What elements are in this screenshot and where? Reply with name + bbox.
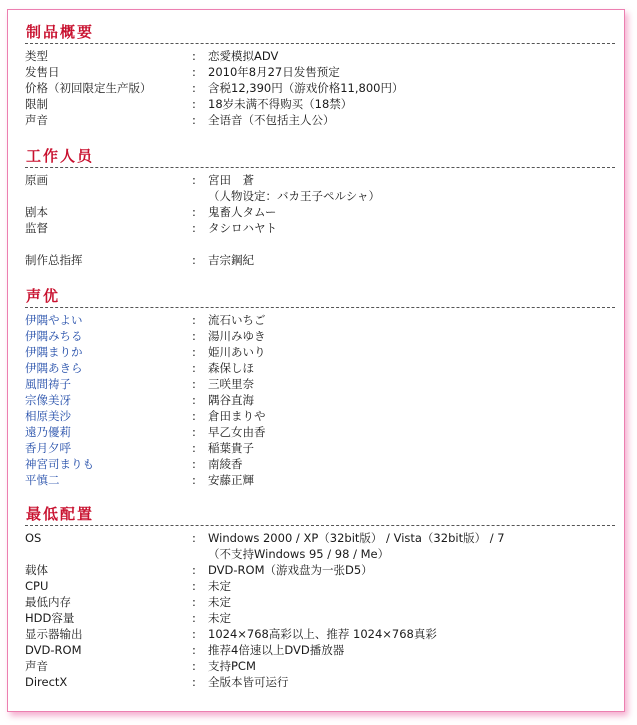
field-label: 声音: [25, 113, 48, 127]
field-label: 显示器输出: [25, 627, 83, 641]
field-value: （不支持Windows 95 / 98 / Me）: [208, 547, 390, 561]
requirements-title: 最低配置: [25, 503, 615, 526]
req-row-memory: 最低内存 : 未定: [25, 594, 615, 610]
field-label: 载体: [25, 563, 48, 577]
overview-row-release: 发售日 : 2010年8月27日发售预定: [25, 64, 615, 80]
field-label: HDD容量: [25, 611, 75, 625]
character-name: 伊隅あきら: [25, 361, 83, 375]
field-label: CPU: [25, 579, 49, 593]
field-value: 未定: [208, 595, 231, 609]
cast-row: 平慎二 : 安藤正輝: [25, 472, 615, 488]
field-label: 限制: [25, 97, 48, 111]
field-label: 制作总指挥: [25, 253, 83, 267]
field-label: DirectX: [25, 675, 68, 689]
cast-row: 宗像美冴 : 隅谷直海: [25, 392, 615, 408]
voice-actor: 三咲里奈: [208, 377, 254, 391]
req-row-hdd: HDD容量 : 未定: [25, 610, 615, 626]
field-value: 1024×768高彩以上、推荐 1024×768真彩: [208, 627, 437, 641]
cast-row: 神宮司まりも : 南綾香: [25, 456, 615, 472]
cast-row: 相原美沙 : 倉田まりや: [25, 408, 615, 424]
voice-actor: 森保しほ: [208, 361, 254, 375]
field-value: Windows 2000 / XP（32bit版） / Vista（32bit版） / 7: [208, 531, 505, 545]
req-row-dvd: DVD-ROM : 推荐4倍速以上DVD播放器: [25, 642, 615, 658]
voice-actor: 隅谷直海: [208, 393, 254, 407]
character-name: 遠乃優莉: [25, 425, 71, 439]
field-value: 全语音（不包括主人公）: [208, 113, 335, 127]
field-value: 2010年8月27日发售预定: [208, 65, 340, 79]
req-row-sound: 声音 : 支持PCM: [25, 658, 615, 674]
req-row-media: 载体 : DVD-ROM（游戏盘为一张D5）: [25, 562, 615, 578]
field-label: [25, 546, 192, 562]
cast-row: 伊隅あきら : 森保しほ: [25, 360, 615, 376]
cast-row: 伊隅やよい : 流石いちご: [25, 312, 615, 328]
cast-row: 遠乃優莉 : 早乙女由香: [25, 424, 615, 440]
character-name: 伊隅やよい: [25, 313, 83, 327]
spec-frame: [7, 9, 625, 712]
staff-row-producer: 制作总指挥 : 吉宗鋼紀: [25, 252, 615, 268]
req-row-cpu: CPU : 未定: [25, 578, 615, 594]
character-name: 伊隅みちる: [25, 329, 83, 343]
overview-section: [25, 21, 615, 128]
field-label: 最低内存: [25, 595, 71, 609]
staff-row-director: 监督 : タシロハヤト: [25, 220, 615, 236]
field-label: 声音: [25, 659, 48, 673]
character-name: 風間祷子: [25, 377, 71, 391]
staff-row-art: 原画 : 宮田 蒼: [25, 172, 615, 188]
field-value: 支持PCM: [208, 659, 256, 673]
cast-row: 伊隅みちる : 湯川みゆき: [25, 328, 615, 344]
field-label: 发售日: [25, 65, 60, 79]
field-value: 推荐4倍速以上DVD播放器: [208, 643, 345, 657]
overview-row-price: 价格（初回限定生产版） : 含税12,390円（游戏价格11,800円）: [25, 80, 615, 96]
voice-actor: 早乙女由香: [208, 425, 266, 439]
overview-row-voice: 声音 : 全语音（不包括主人公）: [25, 112, 615, 128]
character-name: 平慎二: [25, 473, 60, 487]
voice-actor: 湯川みゆき: [208, 329, 266, 343]
field-label: 剧本: [25, 205, 48, 219]
field-label: 价格（初回限定生产版）: [25, 81, 152, 95]
req-row-directx: DirectX : 全版本皆可运行: [25, 674, 615, 690]
field-value: 鬼畜人タムー: [208, 205, 277, 219]
req-row-display: 显示器输出 : 1024×768高彩以上、推荐 1024×768真彩: [25, 626, 615, 642]
character-name: 神宮司まりも: [25, 457, 94, 471]
character-name: 相原美沙: [25, 409, 71, 423]
field-label: 监督: [25, 221, 48, 235]
voice-actor: 南綾香: [208, 457, 243, 471]
character-name: 宗像美冴: [25, 393, 71, 407]
requirements-section: [25, 503, 615, 690]
field-value: 吉宗鋼紀: [208, 253, 254, 267]
field-value: タシロハヤト: [208, 221, 277, 235]
field-value: 含税12,390円（游戏价格11,800円）: [208, 81, 404, 95]
field-label: OS: [25, 531, 42, 545]
field-value: 恋愛模拟ADV: [208, 49, 279, 63]
staff-title: 工作人员: [25, 145, 615, 168]
staff-row-script: 剧本 : 鬼畜人タムー: [25, 204, 615, 220]
character-name: 香月夕呼: [25, 441, 71, 455]
cast-section: [25, 285, 615, 488]
cast-row: 香月夕呼 : 稲葉貴子: [25, 440, 615, 456]
field-value: 未定: [208, 579, 231, 593]
voice-actor: 姫川あいり: [208, 345, 266, 359]
cast-row: 伊隅まりか : 姫川あいり: [25, 344, 615, 360]
field-value: （人物设定：バカ王子ペルシャ）: [208, 189, 380, 203]
field-value: DVD-ROM（游戏盘为一张D5）: [208, 563, 373, 577]
cast-row: 風間祷子 : 三咲里奈: [25, 376, 615, 392]
cast-title: 声优: [25, 285, 615, 308]
req-row-os: OS : Windows 2000 / XP（32bit版） / Vista（32bit版） / 7: [25, 530, 615, 546]
overview-title: 制品概要: [25, 21, 615, 44]
req-row-os-note: [25, 546, 615, 562]
field-value: 未定: [208, 611, 231, 625]
staff-section: [25, 145, 615, 268]
overview-row-genre: 类型 : 恋愛模拟ADV: [25, 48, 615, 64]
voice-actor: 倉田まりや: [208, 409, 266, 423]
voice-actor: 流石いちご: [208, 313, 266, 327]
staff-row-art-note: [25, 188, 615, 204]
field-value: 宮田 蒼: [208, 173, 254, 187]
field-value: 全版本皆可运行: [208, 675, 289, 689]
field-label: 类型: [25, 49, 48, 63]
character-name: 伊隅まりか: [25, 345, 83, 359]
field-value: 18岁未满不得购买（18禁）: [208, 97, 353, 111]
voice-actor: 稲葉貴子: [208, 441, 254, 455]
overview-row-rating: 限制 : 18岁未满不得购买（18禁）: [25, 96, 615, 112]
field-label: 原画: [25, 173, 48, 187]
field-label: [25, 188, 192, 204]
voice-actor: 安藤正輝: [208, 473, 254, 487]
field-label: DVD-ROM: [25, 643, 82, 657]
